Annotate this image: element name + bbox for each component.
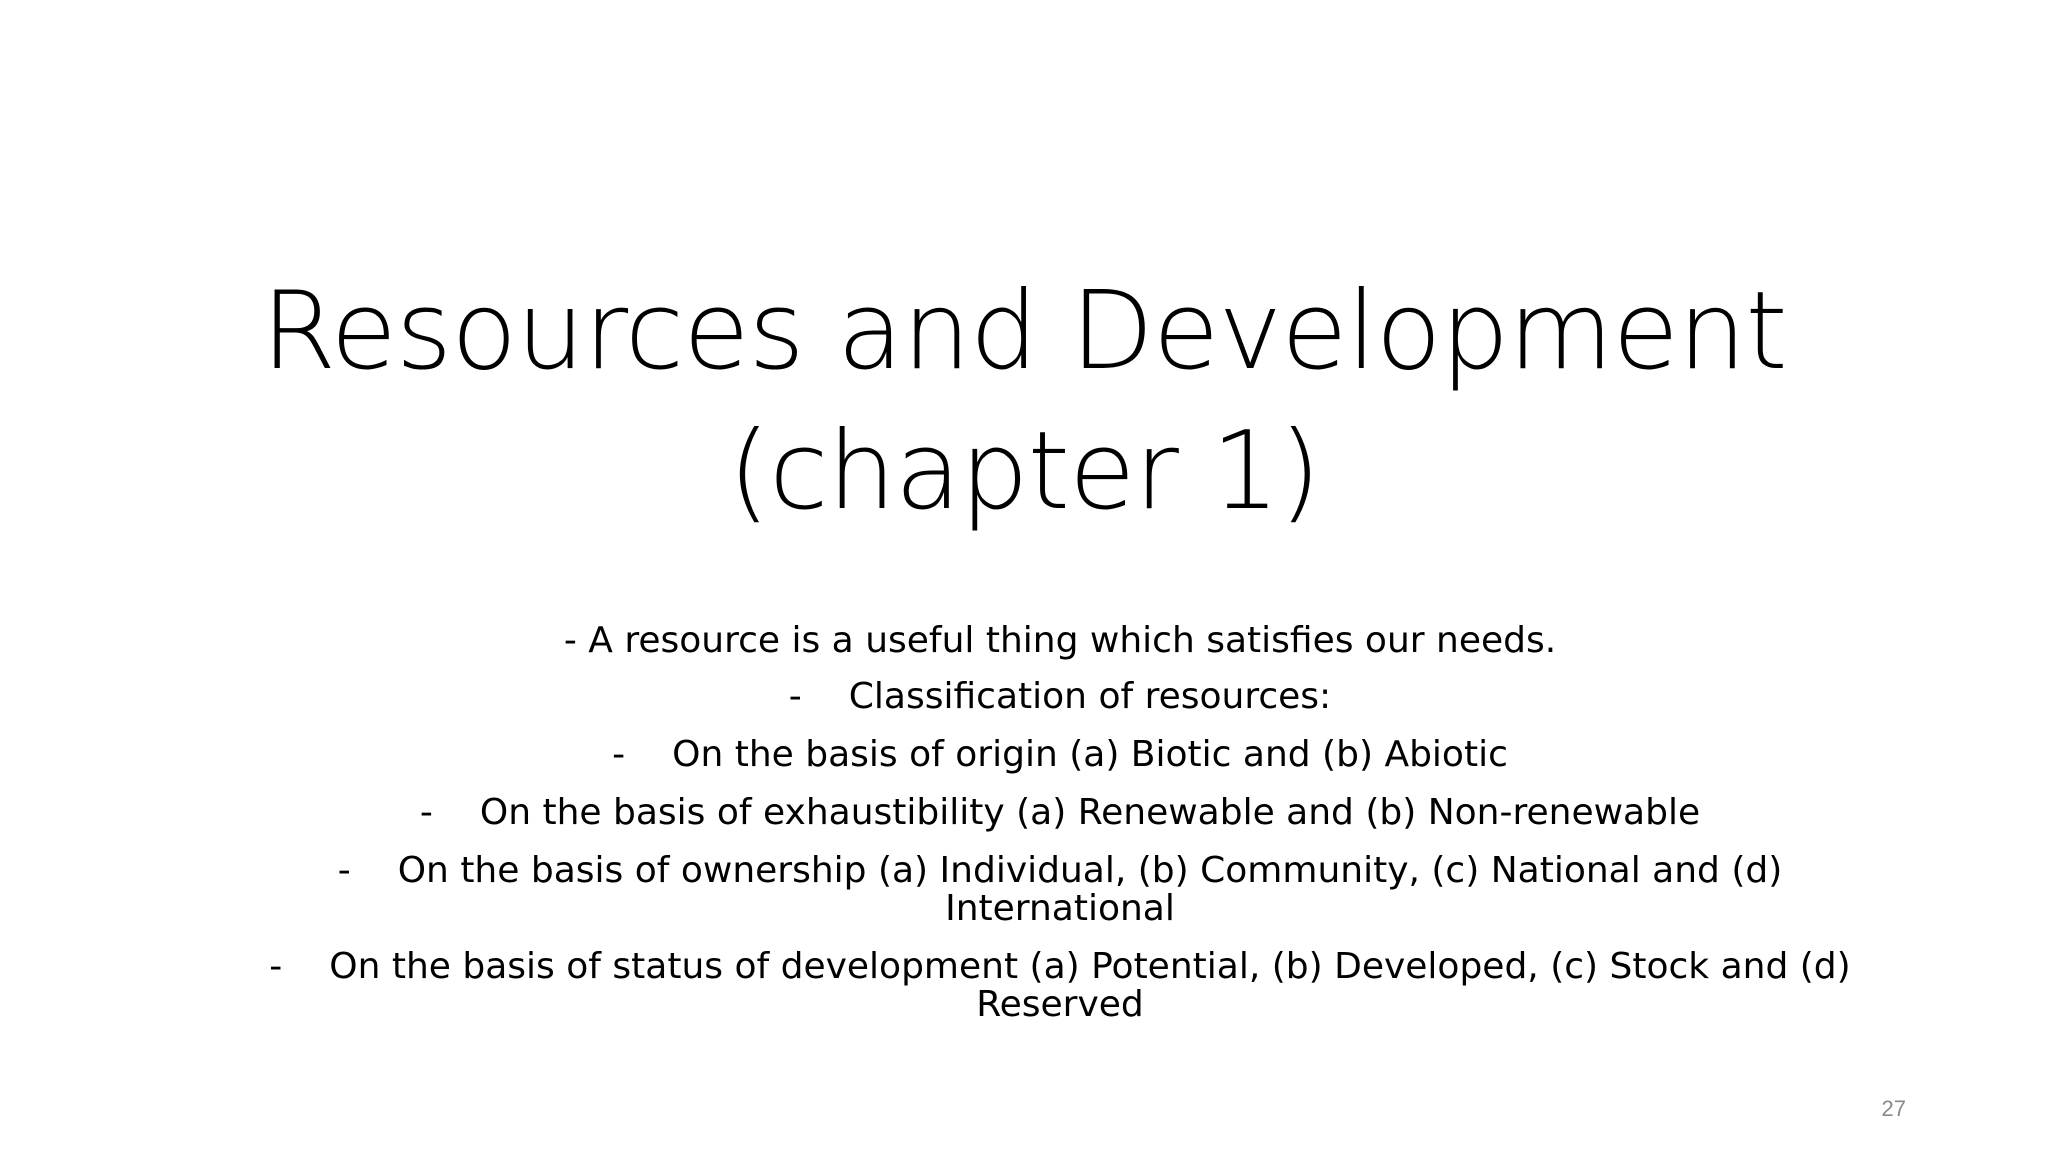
dash-marker: -	[788, 676, 802, 717]
dash-marker: -	[269, 946, 283, 987]
slide-title-line-1: Resources and Development	[261, 269, 1787, 394]
list-item-text: On the basis of exhaustibility (a) Renewable and (b) Non-renewable	[479, 792, 1701, 833]
page-number: 27	[1881, 1096, 1906, 1121]
list-item-text: On the basis of ownership (a) Individual, (b) Community, (c) National and (d) International	[397, 850, 1783, 929]
list-item-exhaustibility	[260, 794, 1860, 832]
list-item-classification	[260, 678, 1860, 716]
slide-body	[260, 622, 1860, 1044]
list-item-origin	[260, 736, 1860, 774]
dash-marker: -	[337, 850, 351, 891]
dash-marker: -	[419, 792, 433, 833]
slide-title	[240, 262, 1808, 542]
list-item-text: On the basis of status of development (a) Potential, (b) Developed, (c) Stock and (d) Reserved	[329, 946, 1851, 1025]
list-item-text: Classification of resources:	[848, 676, 1332, 717]
list-item-ownership	[260, 852, 1860, 928]
list-item-status-of-development	[260, 948, 1860, 1024]
list-item-text: On the basis of origin (a) Biotic and (b) Abiotic	[672, 734, 1508, 775]
dash-marker: -	[612, 734, 626, 775]
intro-text: - A resource is a useful thing which satisfies our needs.	[563, 620, 1557, 661]
slide-title-line-2: (chapter 1)	[727, 409, 1321, 534]
